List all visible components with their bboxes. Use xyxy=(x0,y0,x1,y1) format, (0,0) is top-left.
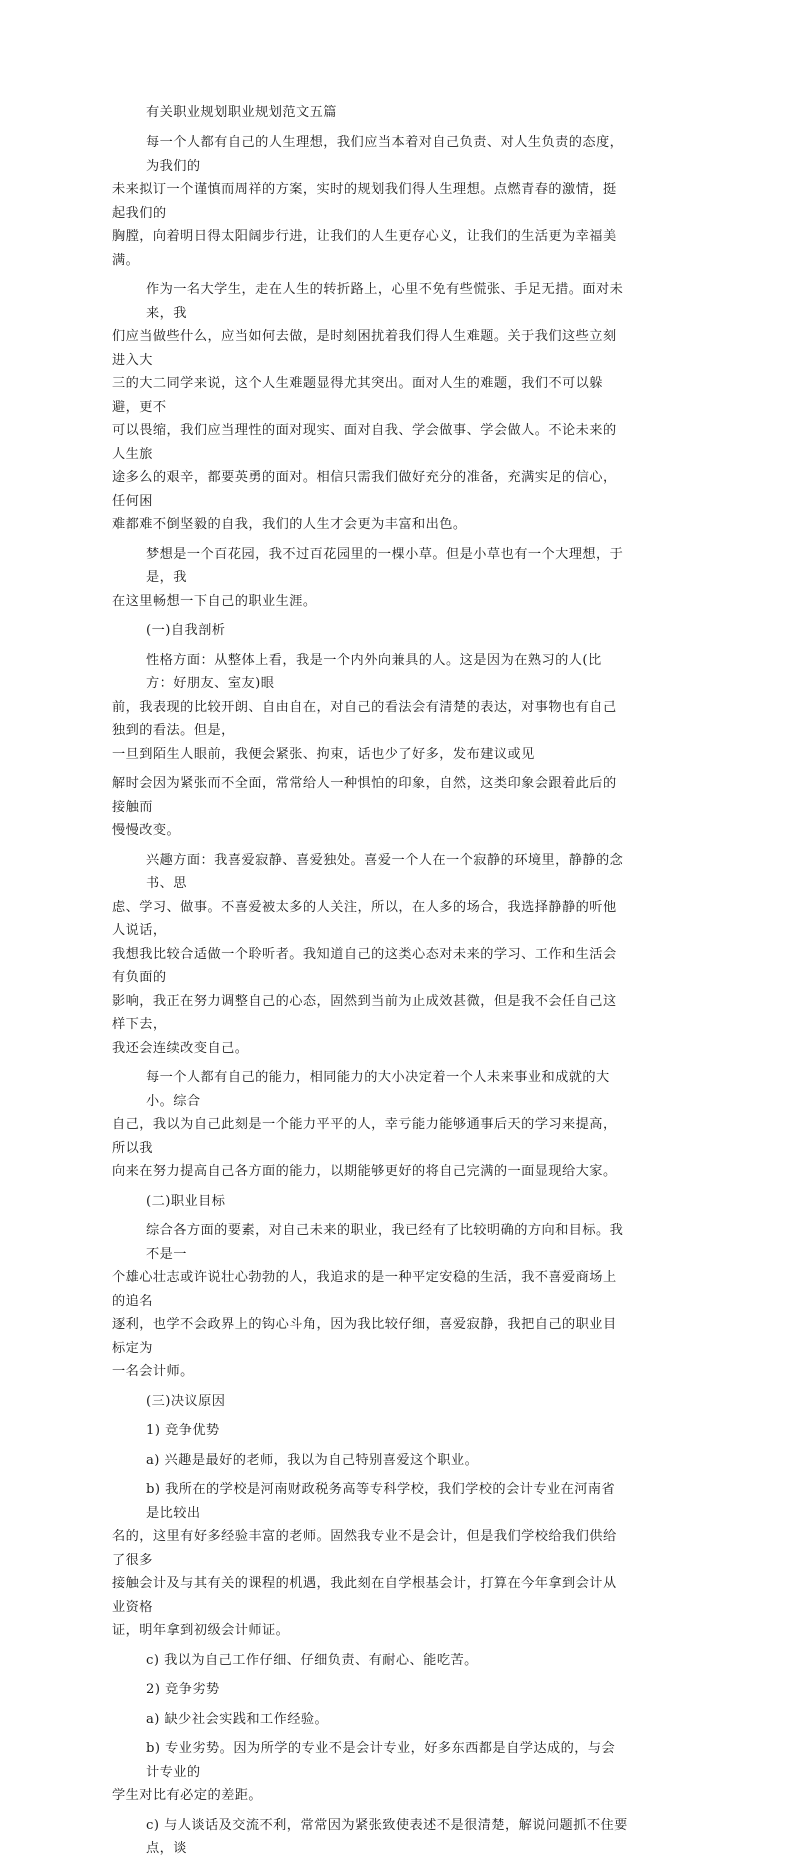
paragraph-line: 兴趣方面：我喜爱寂静、喜爱独处。喜爱一个人在一个寂静的环境里，静静的念书、思 xyxy=(146,852,624,891)
paragraph-line: 慢慢改变。 xyxy=(112,823,181,838)
paragraph-line: 难都难不倒坚毅的自我，我们的人生才会更为丰富和出色。 xyxy=(112,517,467,532)
paragraph-line: 学生对比有必定的差距。 xyxy=(112,1788,263,1803)
paragraph-line: 我想我比较合适做一个聆听者。我知道自己的这类心态对未来的学习、工作和生活会有负面的 xyxy=(112,946,617,985)
paragraph-line: 前，我表现的比较开朗、自由自在，对自己的看法会有清楚的表达，对事物也有自己独到的看法。但是， xyxy=(112,699,617,738)
paragraph-line: 三的大二同学来说，这个人生难题显得尤其突出。面对人生的难题，我们不可以躲避，更不 xyxy=(112,376,603,415)
section-line: a) 缺少社会实践和工作经验。 xyxy=(146,1711,329,1727)
paragraph-line: b) 专业劣势。因为所学的专业不是会计专业，好多东西都是自学达成的，与会计专业的 xyxy=(146,1741,616,1780)
paragraph-line: 虑、学习、做事。不喜爱被太多的人关注，所以，在人多的场合，我选择静静的听他人说话， xyxy=(112,899,617,938)
paragraph-line: 证，明年拿到初级会计师证。 xyxy=(112,1623,290,1638)
paragraph xyxy=(112,1219,628,1384)
paragraph-line: 个雄心壮志或许说壮心勃勃的人，我追求的是一种平定安稳的生活，我不喜爱商场上的追名 xyxy=(112,1270,617,1309)
paragraph-line: 可以畏缩，我们应当理性的面对现实、面对自我、学会做事、学会做人。不论未来的人生旅 xyxy=(112,423,617,462)
paragraph xyxy=(112,1478,628,1643)
document-content xyxy=(112,131,628,1861)
paragraph-line: 在这里畅想一下自己的职业生涯。 xyxy=(112,593,317,609)
paragraph xyxy=(112,772,628,843)
paragraph-line: c) 与人谈话及交流不利，常常因为紧张致使表述不是很清楚，解说问题抓不住要点，谈 xyxy=(146,1817,628,1856)
paragraph-line: b) 我所在的学校是河南财政税务高等专科学校，我们学校的会计专业在河南省是比较出 xyxy=(146,1482,616,1521)
paragraph-line: 向来在努力提高自己各方面的能力，以期能够更好的将自己完满的一面显现给大家。 xyxy=(112,1164,617,1179)
paragraph-line: 自己，我以为自己此刻是一个能力平平的人，幸亏能力能够通事后天的学习来提高，所以我 xyxy=(112,1117,617,1156)
section-line: 1) 竞争优势 xyxy=(146,1423,220,1438)
section-line: 2) 竞争劣势 xyxy=(146,1682,220,1697)
paragraph-line: 每一个人都有自己的人生理想，我们应当本着对自己负责、对人生负责的态度，为我们的 xyxy=(146,135,624,174)
paragraph-line: 综合各方面的要素，对自己未来的职业，我已经有了比较明确的方向和目标。我不是一 xyxy=(146,1223,624,1262)
section-line: a) 兴趣是最好的老师，我以为自己特别喜爱这个职业。 xyxy=(146,1452,479,1468)
paragraph-line: 一旦到陌生人眼前，我便会紧张、拘束，话也少了好多，发布建议或见 xyxy=(112,746,535,762)
paragraph-line: 逐利，也学不会政界上的钩心斗角，因为我比较仔细，喜爱寂静，我把自己的职业目标定为 xyxy=(112,1317,617,1356)
paragraph xyxy=(112,1066,628,1184)
paragraph-line: 途多么的艰辛，都要英勇的面对。相信只需我们做好充分的准备，充满实足的信心，任何困 xyxy=(112,470,617,509)
section-line: (一)自我剖析 xyxy=(146,623,226,638)
paragraph xyxy=(112,543,628,614)
paragraph-line: 梦想是一个百花园，我不过百花园里的一棵小草。但是小草也有一个大理想，于是，我 xyxy=(146,546,624,585)
section-line: (三)决议原因 xyxy=(146,1393,226,1409)
paragraph-line: 名的，这里有好多经验丰富的老师。固然我专业不是会计，但是我们学校给我们供给了很多 xyxy=(112,1529,617,1568)
paragraph xyxy=(112,849,628,1061)
paragraph xyxy=(112,649,628,767)
paragraph-line: 们应当做些什么，应当如何去做，是时刻困扰着我们得人生难题。关于我们这些立刻进入大 xyxy=(112,329,617,368)
section-line: c) 我以为自己工作仔细、仔细负责、有耐心、能吃苦。 xyxy=(146,1652,478,1668)
paragraph-line: 一名会计师。 xyxy=(112,1364,194,1379)
paragraph-line: 接触会计及与其有关的课程的机遇，我此刻在自学根基会计，打算在今年拿到会计从业资格 xyxy=(112,1576,617,1615)
paragraph-line: 每一个人都有自己的能力，相同能力的大小决定着一个人未来事业和成就的大小。综合 xyxy=(146,1070,610,1109)
paragraph-line: 未来拟订一个谨慎而周祥的方案，实时的规划我们得人生理想。点燃青春的激情，挺起我们的 xyxy=(112,182,617,221)
document-title: 有关职业规划职业规划范文五篇 xyxy=(146,105,337,120)
paragraph-line: 我还会连续改变自己。 xyxy=(112,1040,249,1056)
paragraph xyxy=(112,278,628,537)
paragraph-line: 性格方面：从整体上看，我是一个内外向兼具的人。这是因为在熟习的人(比方：好朋友、室友)眼 xyxy=(146,652,602,691)
paragraph-line: 作为一名大学生，走在人生的转折路上，心里不免有些慌张、手足无措。面对未来，我 xyxy=(146,282,624,321)
paragraph-line: 胸膛，向着明日得太阳阔步行进，让我们的人生更存心义，让我们的生活更为幸福美满。 xyxy=(112,229,617,268)
section-line: (二)职业目标 xyxy=(146,1193,226,1209)
paragraph xyxy=(112,1737,628,1808)
paragraph-line: 影响，我正在努力调整自己的心态，固然到当前为止成效甚微，但是我不会任自己这样下去， xyxy=(112,993,617,1032)
paragraph-line: 解时会因为紧张而不全面，常常给人一种惧怕的印象，自然，这类印象会跟着此后的接触而 xyxy=(112,776,617,815)
paragraph xyxy=(112,1814,628,1861)
paragraph xyxy=(112,131,628,272)
document-body xyxy=(112,100,628,1867)
